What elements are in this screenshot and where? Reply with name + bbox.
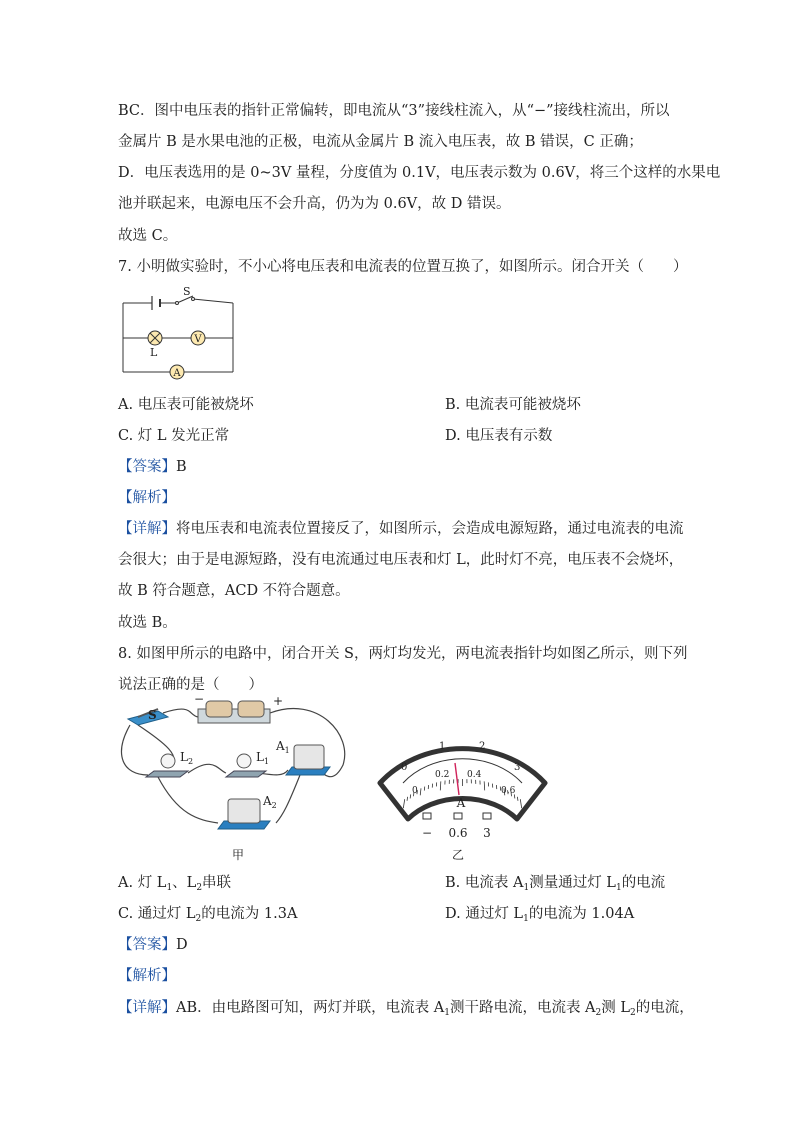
ammeter-label: A <box>173 368 181 379</box>
q7-detail-line: 会很大；由于是电源短路，没有电流通过电压表和灯 L，此时灯不亮，电压表不会烧坏， <box>118 552 684 568</box>
q8-option-b: B. 电流表 $A_1$测量通过灯 $L_1$的电流 <box>445 875 666 893</box>
dial-tick <box>410 794 411 798</box>
inner-tick-label: 0 <box>412 786 418 796</box>
text-line: 故选 C。 <box>118 228 178 244</box>
answer-tag: 【答案】 <box>118 937 176 953</box>
inner-tick-label: 0.6 <box>501 786 516 796</box>
switch-label: S <box>148 708 157 722</box>
voltmeter-label: V <box>194 334 202 345</box>
text-line: D．电压表选用的是 0~3V 量程，分度值为 0.1V，电压表示数为 0.6V，将三个这样的水果电 <box>118 165 721 181</box>
q7-conclusion: 故选 B。 <box>118 615 177 631</box>
outer-tick-label: 3 <box>514 762 521 773</box>
a2-label: $A_2$ <box>263 794 277 810</box>
q8-figure-jia <box>118 695 353 865</box>
answer-tag: 【答案】 <box>118 459 176 475</box>
q8-detail-line: 【详解】AB．由电路图可知，两灯并联，电流表 $A_1$测干路电流，电流表 $A_2$测 $L_2$的电流， <box>118 1000 694 1018</box>
q8-analysis-tag: 【解析】 <box>118 968 176 984</box>
l2-label: $L_2$ <box>180 750 194 766</box>
dial-unit: A <box>456 796 466 810</box>
q8-answer <box>118 934 188 956</box>
dial-tick <box>440 781 441 790</box>
terminal-label: − <box>421 826 433 840</box>
q7-circuit-figure <box>115 285 245 383</box>
q8-option-a: A. 灯 $L_1$、$L_2$串联 <box>118 875 232 893</box>
answer-value: B <box>176 459 187 475</box>
answer-value: D <box>176 937 188 953</box>
detail-tag: 【详解】 <box>118 1000 176 1016</box>
outer-tick-label: 1 <box>439 741 446 752</box>
outer-tick-label: 2 <box>479 741 486 752</box>
terminal-label: 3 <box>483 826 491 840</box>
switch-label: S <box>183 285 191 298</box>
figure-caption-yi: 乙 <box>451 848 465 862</box>
inner-tick-label: 0.4 <box>467 770 482 780</box>
text-line: BC．图中电压表的指针正常偏转，即电流从“3”接线柱流入，从“−”接线柱流出，所以 <box>118 103 670 119</box>
q7-option-b: B. 电流表可能被烧坏 <box>445 397 581 413</box>
question-8-stem: 8. 如图甲所示的电路中，闭合开关 S，两灯均发光，两电流表指针均如图乙所示，则下列 <box>118 646 688 662</box>
battery-box <box>198 701 270 723</box>
lamp-label: L <box>150 346 158 359</box>
figure-caption-jia: 甲 <box>231 848 245 862</box>
q7-option-d: D. 电压表有示数 <box>445 428 553 444</box>
q7-detail-line: 故 B 符合题意，ACD 不符合题意。 <box>118 583 350 599</box>
terminals <box>423 813 491 819</box>
a1-label: $A_1$ <box>276 739 290 755</box>
question-8-stem: 说法正确的是（ ） <box>118 677 263 693</box>
text-line: 金属片 B 是水果电池的正极，电流从金属片 B 流入电压表，故 B 错误，C 正确； <box>118 134 643 150</box>
terminal-label: 0.6 <box>448 826 468 840</box>
ammeter-a1 <box>286 745 330 775</box>
dial-tick <box>484 781 485 790</box>
question-7-stem: 7. 小明做实验时，不小心将电压表和电流表的位置互换了，如图所示。闭合开关（ ） <box>118 259 688 275</box>
text-line: 池并联起来，电源电压不会升高，仍为为 0.6V，故 D 错误。 <box>118 196 511 212</box>
l1-label: $L_1$ <box>256 750 270 766</box>
q8-figure-yi <box>375 725 550 865</box>
detail-tag: 【详解】 <box>118 521 176 537</box>
q8-option-d: D. 通过灯 $L_1$的电流为 1.04A <box>445 906 635 924</box>
outer-tick-label: 0 <box>401 762 408 773</box>
q7-option-a: A. 电压表可能被烧坏 <box>118 397 254 413</box>
inner-tick-label: 0.2 <box>435 770 450 780</box>
q7-analysis-tag: 【解析】 <box>118 490 176 506</box>
q7-option-c: C. 灯 L 发光正常 <box>118 428 230 444</box>
q8-option-c: C. 通过灯 $L_2$的电流为 1.3A <box>118 906 298 924</box>
q7-detail-line: 【详解】将电压表和电流表位置接反了，如图所示，会造成电源短路，通过电流表的电流 <box>118 521 684 537</box>
q7-answer <box>118 456 187 478</box>
plus-label: + <box>273 695 284 708</box>
lamp-symbol <box>148 331 162 345</box>
minus-label: − <box>194 695 205 706</box>
